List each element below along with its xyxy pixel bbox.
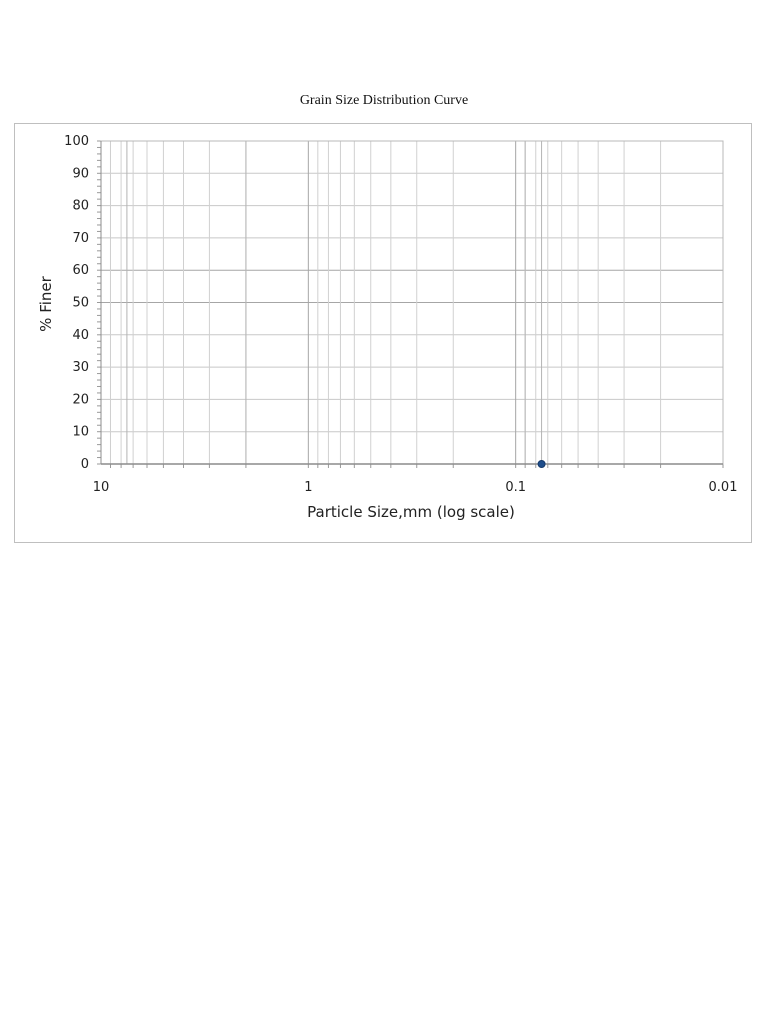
y-tick-label: 50 (72, 295, 89, 311)
y-tick-label: 0 (80, 457, 89, 472)
x-tick-label: 0.1 (505, 480, 527, 495)
y-tick-label: 80 (72, 198, 89, 214)
axis-layer (97, 141, 723, 468)
y-tick-label: 90 (72, 166, 89, 182)
x-tick-label: 10 (92, 480, 110, 495)
y-tick-label: 10 (72, 424, 89, 440)
x-axis-title: Particle Size,mm (log scale) (307, 503, 515, 521)
y-tick-label: 70 (72, 230, 89, 246)
y-tick-label: 100 (64, 134, 89, 149)
chart-frame (14, 123, 752, 543)
y-axis-title: % Finer (37, 276, 55, 332)
x-tick-label: 0.01 (708, 480, 738, 495)
page-title: Grain Size Distribution Curve (299, 93, 469, 108)
y-tick-label: 40 (72, 327, 89, 343)
y-tick-label: 60 (72, 263, 89, 279)
y-tick-label: 20 (72, 392, 89, 408)
x-tick-label: 1 (304, 480, 313, 495)
y-tick-label: 30 (72, 360, 89, 376)
grain-size-chart (15, 124, 751, 542)
grid-layer (101, 141, 723, 464)
data-point (538, 461, 545, 468)
point-layer (538, 461, 545, 468)
label-layer (64, 134, 737, 495)
